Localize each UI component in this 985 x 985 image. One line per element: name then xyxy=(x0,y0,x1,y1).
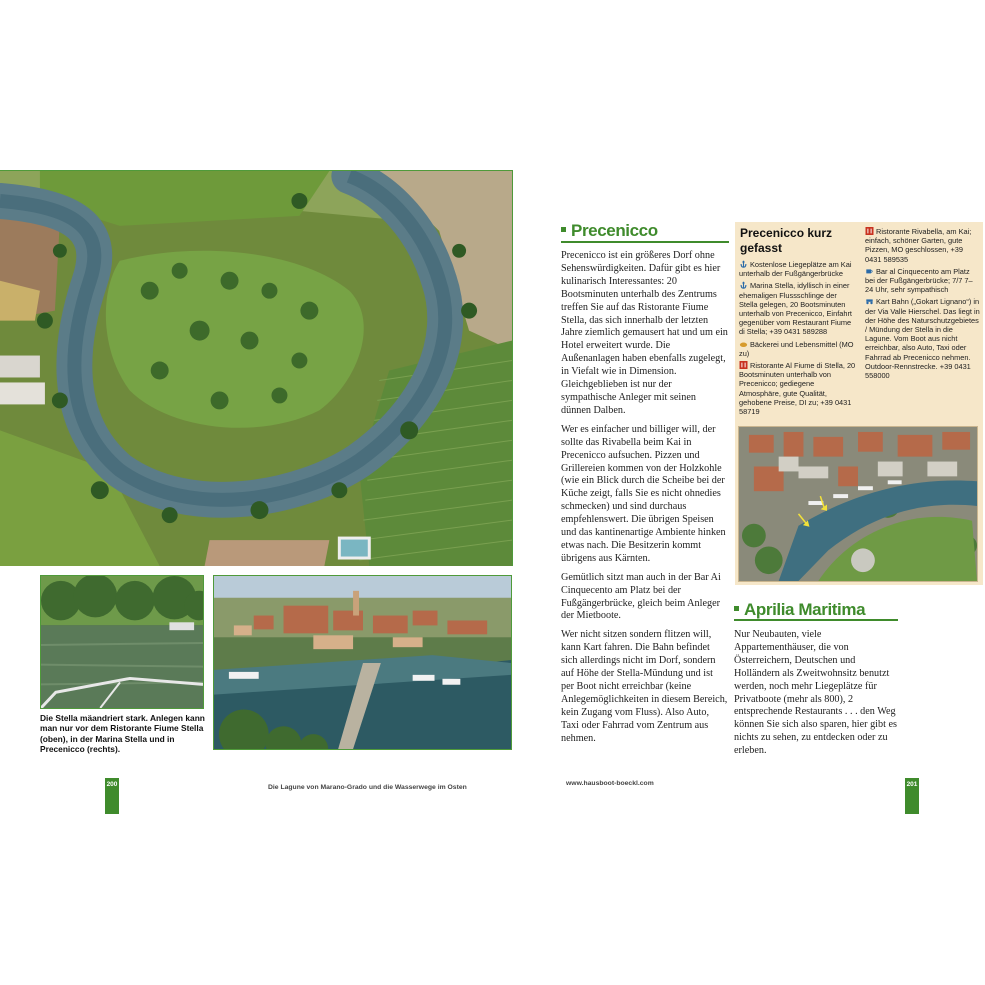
info-item: Bäckerei und Lebensmittel (MO zu) xyxy=(739,339,854,358)
precenicco-body xyxy=(561,250,728,752)
photo-caption: Die Stella mäandriert stark. Anlegen kann man nur vor dem Ristorante Fiume Stella (oben), in der Marina Stella und in Precenicco (rechts). xyxy=(40,713,205,754)
page-number-left: 200 xyxy=(105,778,119,814)
info-item: Marina Stella, idyllisch in einer ehemaligen Flussschlinge der Stella gelegen, 20 Bootsminuten unterhalb von Precenicco, Einfahrt gegenüber vom Restaurant Fiume di Stella; +39 0431 589288 xyxy=(739,281,852,337)
info-item: Ristorante Al Fiume di Stella, 20 Bootsminuten unterhalb von Precenicco; gediegene Atmosphäre, gute Qualität, gehobene Preise, DI zu; +39 0431 58719 xyxy=(739,361,856,417)
paragraph: Wer es einfacher und billiger will, der sollte das Rivabella beim Kai in Precenicco aufsuchen. Pizzen und Grillereien kommen von der Holzkohle (wie ein Blick durch die Scheibe bei der Küche zeigt, falls Sie es nicht ohnedies schmecken) und sind durchaus empfehlenswert. Die übrigen Speisen und das kantinenartige Ambiente hinken etwas nach. Die Besitzerin kommt übrigens aus Kärnten. xyxy=(561,423,726,564)
info-box-right-column xyxy=(865,227,980,383)
kart-icon xyxy=(865,297,874,304)
info-box-title: Precenicco kurz gefasst xyxy=(740,226,833,255)
info-box-left-column xyxy=(739,260,857,419)
anchor-icon xyxy=(739,260,748,267)
bread-icon xyxy=(739,340,748,347)
info-item: Ristorante Rivabella, am Kai; einfach, schöner Garten, gute Pizzen, MO geschlossen, +39 0431 589535 xyxy=(865,227,972,264)
paragraph: Precenicco ist ein größeres Dorf ohne Sehenswürdigkeiten. Dafür gibt es hier kulinarisch Interessantes: 20 Bootsminuten unterhalb des Zentrums treffen Sie auf das Ristorante Fiume Stella, das sich innerhalb der letzten Jahre ziemlich gemausert hat und um ein Hotel erweitert wurde. Die Außenanlagen haben ebenfalls zugelegt, in Viefalt wie in Dimension. Gleichgeblieben ist nur der sympathische Anleger mit seinen dünnen Dalben. xyxy=(561,250,728,416)
precenicco-heading-rule xyxy=(561,241,729,243)
running-title: Die Lagune von Marano-Grado und die Wasserwege im Osten xyxy=(268,784,467,791)
heading-bullet xyxy=(734,606,739,611)
restaurant-icon xyxy=(739,361,748,368)
aprilia-heading-rule xyxy=(734,619,898,621)
info-item: Bar al Cinquecento am Platz bei der Fußgängerbrücke; 7/7 7–24 Uhr, sehr sympathisch xyxy=(865,266,973,295)
aerial-river-meander-photo xyxy=(0,170,513,566)
info-item: Kostenlose Liegeplätze am Kai unterhalb der Fußgängerbrücke xyxy=(739,260,852,279)
coffee-icon xyxy=(865,267,874,274)
precenicco-heading-text: Precenicco xyxy=(571,221,658,240)
website-footer: www.hausboot-boeckl.com xyxy=(566,780,654,787)
stella-river-photo xyxy=(40,575,204,709)
heading-bullet xyxy=(561,227,566,232)
precenicco-aerial-map-photo xyxy=(738,426,978,582)
anchor-icon xyxy=(739,281,748,288)
precenicco-marina-photo xyxy=(213,575,512,750)
info-item: Kart Bahn („Gokart Lignano“) in der Via Valle Hierschel. Das liegt in der Höhe des Naturschutzgebietes / Mündung der Stella in die Lagune. Vom Boot aus nicht erreichbar, also Auto, Taxi oder Fahrrad ab Precenicco nehmen. Outdoor-Rennstrecke. +39 0431 558000 xyxy=(865,297,980,381)
aprilia-heading xyxy=(734,600,865,620)
paragraph: Gemütlich sitzt man auch in der Bar Ai Cinquecento am Platz bei der Fußgängerbrücke, gleich beim Anleger der Mietboote. xyxy=(561,571,721,622)
paragraph: Nur Neubauten, viele Appartementhäuser, die von Österreichern, Deutschen und Holländern als Zweitwohnsitz benutzt werden, noch mehr Liegeplätze für Privatboote (mehr als 800), 2 entsprechende Restaurants . . . den Weg können Sie sich also sparen, hier gibt es nichts zu sehen, zu entdecken oder zu erleben. xyxy=(734,629,897,757)
paragraph: Wer nicht sitzen sondern flitzen will, kann Kart fahren. Die Bahn befindet sich allerdings nicht im Dorf, sondern auf Höhe der Stella-Mündung und ist per Boot nicht erreichbar (keine Anlegemöglichkeiten in diesem Bereich, kein Zugang vom Fluss). Also Auto, Taxi oder Fahrrad vom Zentrum aus nehmen. xyxy=(561,629,728,744)
precenicco-heading xyxy=(561,221,658,241)
aprilia-heading-text: Aprilia Maritima xyxy=(744,600,866,619)
restaurant-icon xyxy=(865,227,874,234)
page-number-right: 201 xyxy=(905,778,919,814)
aprilia-body xyxy=(734,629,902,764)
